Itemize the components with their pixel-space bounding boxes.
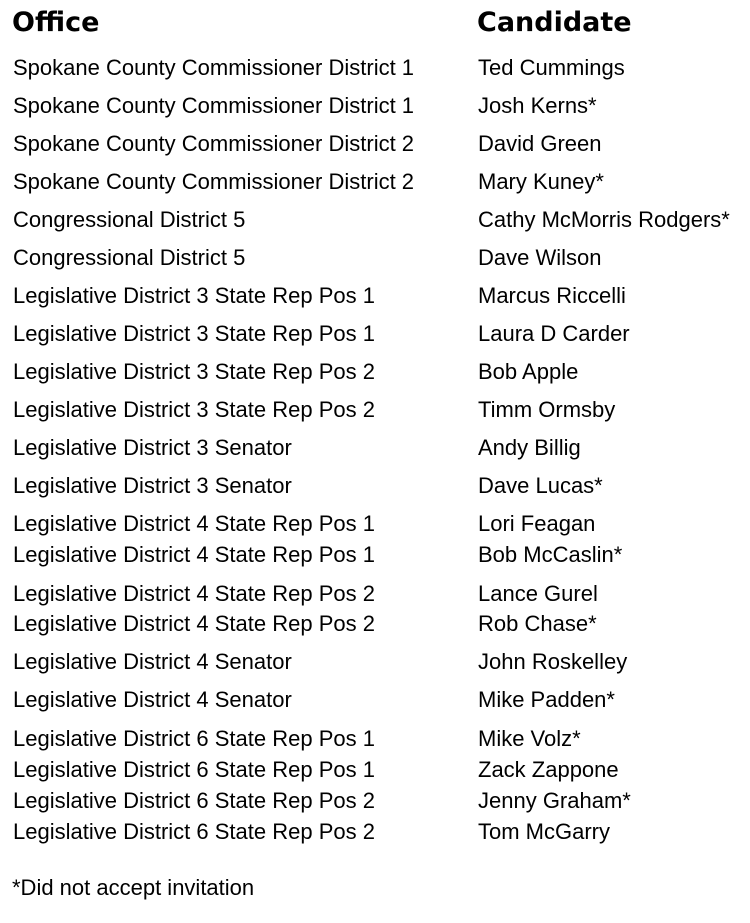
table-row [0,281,750,311]
office-cell: Spokane County Commissioner District 1 [13,55,415,80]
office-cell: Legislative District 6 State Rep Pos 1 [13,757,375,782]
office-cell: Legislative District 4 State Rep Pos 2 [13,581,375,606]
office-cell: Congressional District 5 [13,207,246,232]
candidate-cell: John Roskelley [478,649,628,674]
table-row [0,509,750,539]
candidate-cell: David Green [478,131,602,156]
table-row [0,685,750,715]
candidate-cell: Andy Billig [478,435,581,460]
office-cell: Legislative District 4 State Rep Pos 1 [13,511,375,536]
table-row [0,205,750,235]
table-row [0,319,750,349]
table-row [0,540,750,570]
office-cell: Spokane County Commissioner District 1 [13,93,415,118]
office-cell: Legislative District 4 State Rep Pos 1 [13,542,375,567]
office-cell: Legislative District 4 Senator [13,649,292,674]
table-row [0,817,750,847]
table-row [0,471,750,501]
candidate-cell: Mike Padden* [478,687,615,712]
candidate-cell: Lance Gurel [478,581,598,606]
office-cell: Legislative District 6 State Rep Pos 2 [13,819,375,844]
office-cell: Legislative District 3 Senator [13,473,292,498]
candidate-cell: Josh Kerns* [478,93,597,118]
table-row [0,129,750,159]
candidate-cell: Bob Apple [478,359,579,384]
table-row [0,243,750,273]
candidate-cell: Cathy McMorris Rodgers* [478,207,730,232]
office-cell: Legislative District 3 State Rep Pos 1 [13,283,375,308]
footnote: *Did not accept invitation [12,875,255,900]
table-row [0,167,750,197]
office-cell: Legislative District 3 State Rep Pos 2 [13,359,375,384]
candidate-cell: Mary Kuney* [478,169,604,194]
office-cell: Legislative District 3 State Rep Pos 2 [13,397,375,422]
table-row [0,91,750,121]
candidate-cell: Ted Cummings [478,55,625,80]
office-cell: Spokane County Commissioner District 2 [13,169,415,194]
candidate-cell: Rob Chase* [478,611,597,636]
candidate-column-header: Candidate [477,7,632,38]
office-column-header: Office [12,7,100,38]
candidate-cell: Laura D Carder [478,321,630,346]
office-cell: Congressional District 5 [13,245,246,270]
office-cell: Legislative District 4 State Rep Pos 2 [13,611,375,636]
table-row [0,786,750,816]
candidate-cell: Zack Zappone [478,757,619,782]
table-row [0,647,750,677]
candidate-cell: Lori Feagan [478,511,596,536]
candidate-cell: Mike Volz* [478,726,581,751]
candidate-cell: Jenny Graham* [478,788,631,813]
office-cell: Legislative District 6 State Rep Pos 2 [13,788,375,813]
candidate-cell: Timm Ormsby [478,397,616,422]
office-cell: Legislative District 4 Senator [13,687,292,712]
table-row [0,609,750,639]
candidate-cell: Dave Lucas* [478,473,603,498]
table-row [0,433,750,463]
office-cell: Legislative District 6 State Rep Pos 1 [13,726,375,751]
candidate-cell: Tom McGarry [478,819,610,844]
table-row [0,53,750,83]
candidate-cell: Marcus Riccelli [478,283,626,308]
candidate-cell: Bob McCaslin* [478,542,623,567]
table-row [0,724,750,754]
office-cell: Legislative District 3 Senator [13,435,292,460]
office-cell: Legislative District 3 State Rep Pos 1 [13,321,375,346]
table-row [0,395,750,425]
office-cell: Spokane County Commissioner District 2 [13,131,415,156]
table-row [0,579,750,609]
candidate-cell: Dave Wilson [478,245,602,270]
table-row [0,755,750,785]
table-row [0,357,750,387]
